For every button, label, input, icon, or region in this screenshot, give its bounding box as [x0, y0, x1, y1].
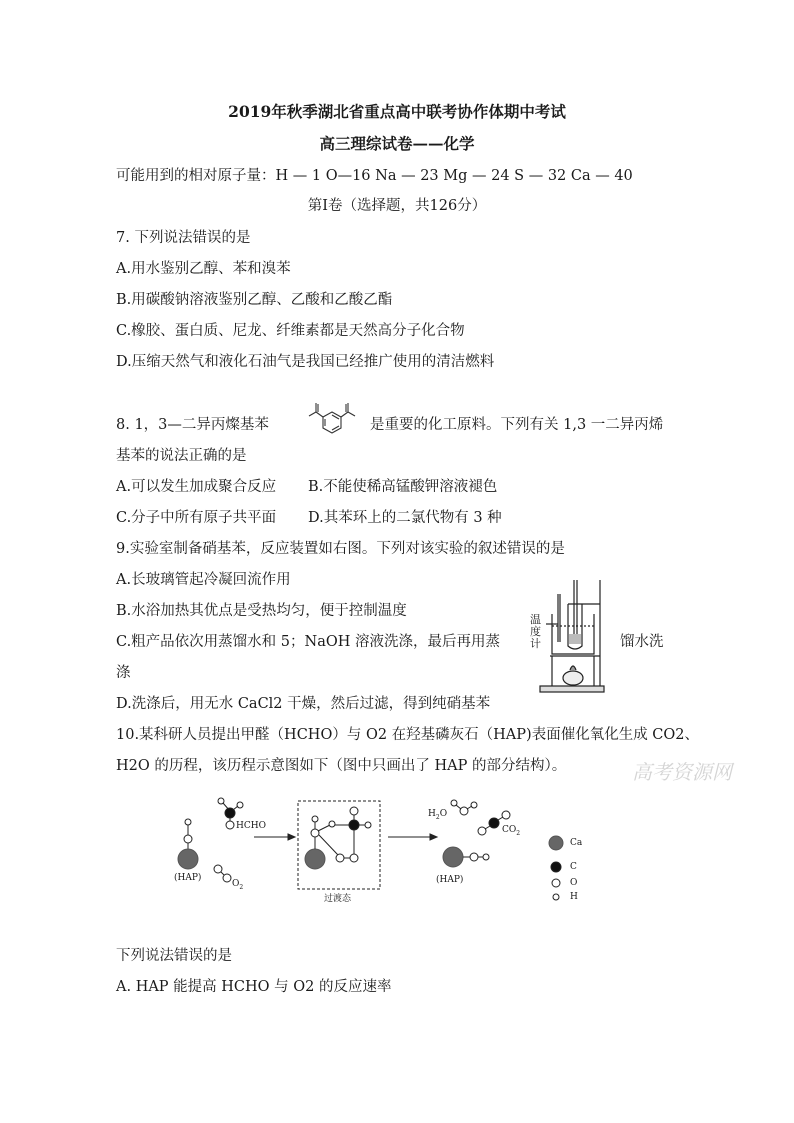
legend-ca: Ca [570, 838, 583, 848]
q9-option-d: D.洗涤后，用无水 CaCl2 干燥，然后过滤，得到纯硝基苯 [116, 696, 491, 712]
exam-subtitle: 高三理综试卷——化学 [319, 134, 475, 153]
q10-stem-2: H2O 的历程，该历程示意图如下（图中只画出了 HAP 的部分结构）。 [116, 758, 567, 774]
label-hcho: HCHO [236, 821, 266, 831]
nitration-apparatus [528, 574, 610, 696]
section-heading: 第Ⅰ卷（选择题，共126分） [307, 198, 487, 214]
label-hap-2: (HAP) [436, 875, 464, 885]
q8-option-d: D.其苯环上的二氯代物有 3 种 [308, 510, 502, 526]
exam-title: 2019年秋季湖北省重点高中联考协作体期中考试 [228, 102, 566, 121]
watermark: 高考资源网 [632, 760, 732, 784]
hap-mechanism-diagram [170, 795, 600, 905]
label-transition-state: 过渡态 [324, 894, 352, 904]
q7-stem: 7. 下列说法错误的是 [116, 230, 251, 246]
q8-stem-a: 8. 1，3—二异丙燦基苯 [116, 417, 269, 433]
q7-option-c: C.橡胶、蛋白质、尼龙、纤维素都是天然高分子化合物 [116, 323, 465, 339]
q8-option-b: B.不能使稀高锰酸钾溶液褪色 [308, 479, 498, 495]
label-co2: $CO_2$ [502, 825, 521, 837]
q9-option-c-tail: 馏水洗 [620, 634, 664, 650]
q7-option-d: D.压缩天然气和液化石油气是我国已经推广使用的清洁燃料 [116, 354, 495, 370]
label-hap-1: (HAP) [174, 873, 202, 883]
q8-option-a: A.可以发生加成聚合反应 [116, 479, 277, 495]
q9-option-c: C.粗产品依次用蒸馏水和 5；NaOH 溶液洗涤，最后再用蒸 [116, 634, 500, 650]
atomic-mass-line: 可能用到的相对原子量：H — 1 O—16 Na — 23 Mg — 24 S — 32 Ca — 40 [116, 168, 633, 184]
q9-option-c-wrap: 涤 [116, 665, 131, 681]
q9-option-a: A.长玻璃管起冷凝回流作用 [116, 572, 291, 588]
q8-stem-b: 是重要的化工原料。下列有关 1,3 一二异丙烯 [370, 417, 664, 433]
q9-stem: 9.实验室制备硝基苯，反应装置如右图。下列对该实验的叙述错误的是 [116, 541, 565, 557]
q7-option-a: A.用水鉴别乙醇、苯和溴苯 [116, 261, 291, 277]
q8-option-c: C.分子中所有原子共平面 [116, 510, 277, 526]
legend-c: C [570, 862, 577, 872]
q10-question: 下列说法错误的是 [116, 948, 232, 964]
q9-option-b: B.水浴加热其优点是受热均匀，便于控制温度 [116, 603, 407, 619]
q7-option-b: B.用碳酸钠溶液鉴别乙醇、乙酸和乙酸乙酯 [116, 292, 393, 308]
thermometer-label-2: 度 [530, 625, 541, 638]
legend-h: H [570, 892, 578, 902]
q8-stem-c: 基苯的说法正确的是 [116, 448, 247, 464]
legend-o: O [570, 878, 578, 888]
q10-option-a: A. HAP 能提高 HCHO 与 O2 的反应速率 [116, 979, 392, 995]
label-o2: $O_2$ [232, 879, 244, 891]
diisopropenylbenzene-structure [298, 398, 366, 440]
thermometer-label-1: 温 [530, 613, 541, 626]
thermometer-label-3: 计 [530, 637, 541, 650]
label-h2o: $H_2O$ [428, 809, 448, 821]
q10-stem-1: 10.某科研人员提出甲醛（HCHO）与 O2 在羟基磷灰石（HAP)表面催化氧化生成 CO2、 [116, 727, 700, 743]
